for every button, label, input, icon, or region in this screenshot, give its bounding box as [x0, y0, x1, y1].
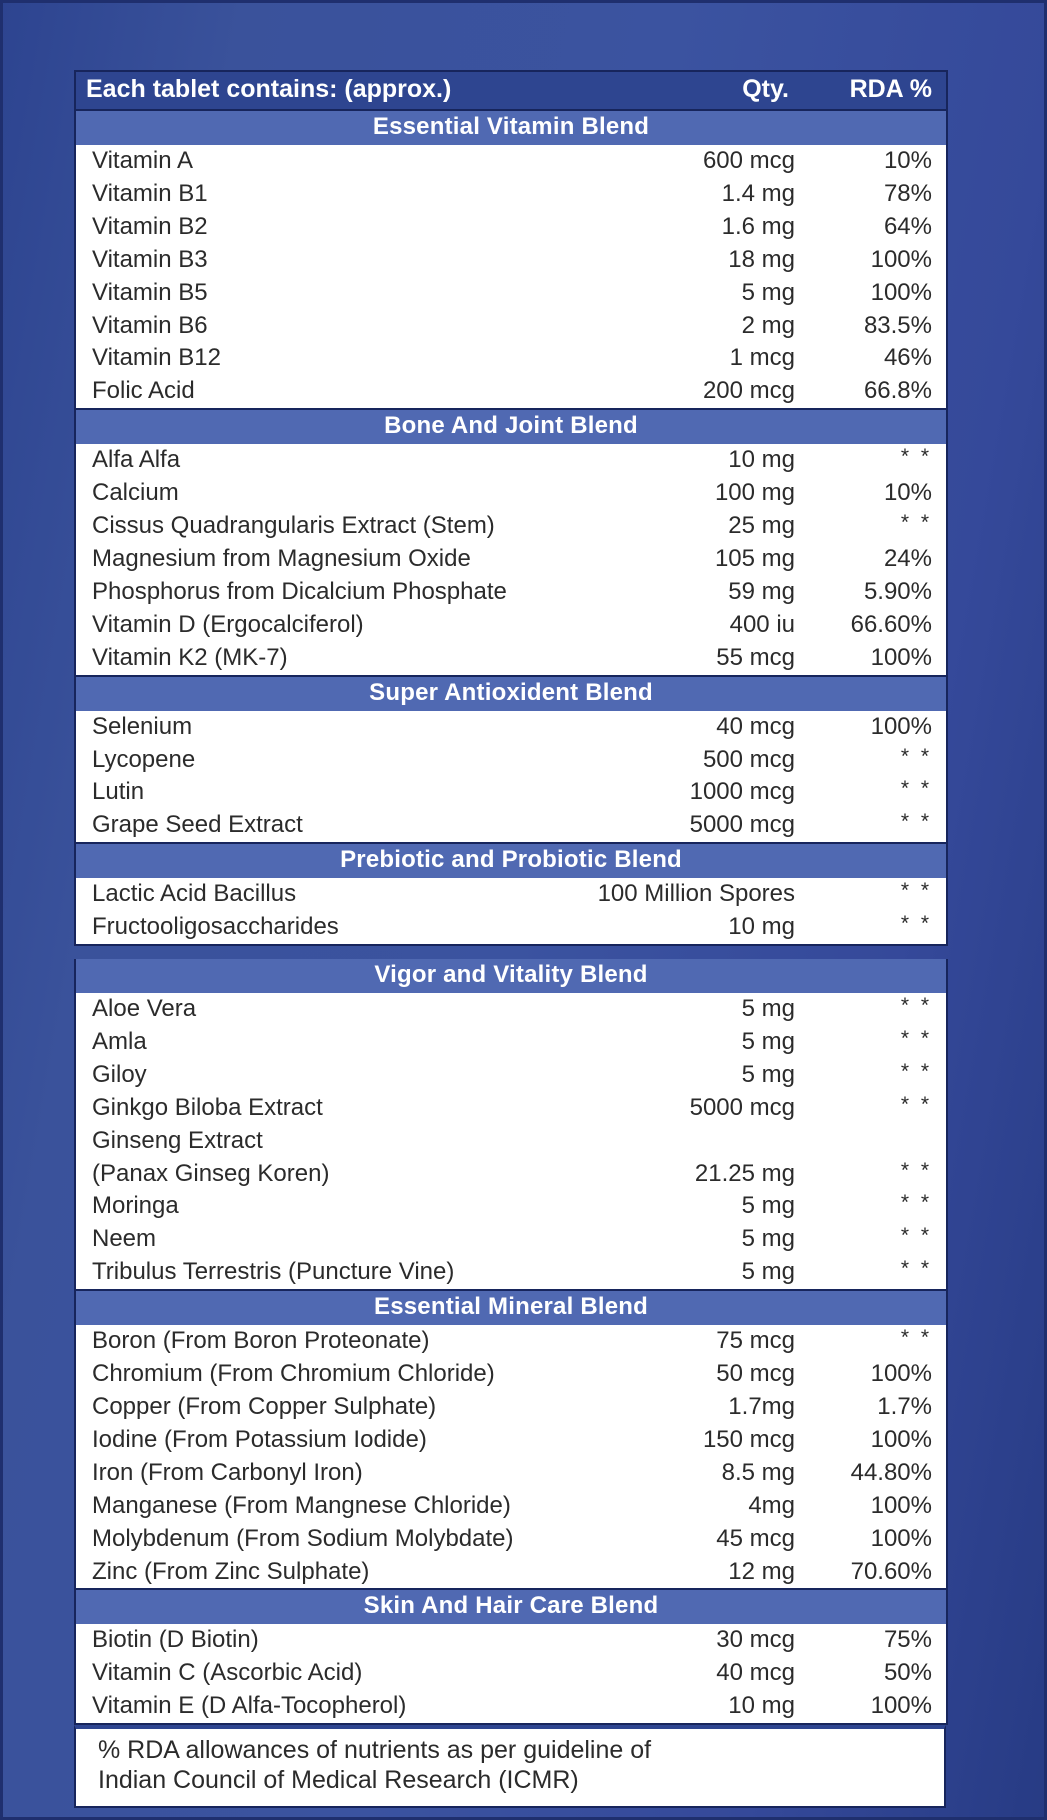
ingredient-rda-percent: 46% — [799, 342, 947, 375]
ingredient-name: Manganese (From Mangnese Chloride) — [75, 1490, 549, 1523]
table-row — [75, 993, 947, 1026]
table-row — [75, 609, 947, 642]
section-header-row — [75, 1589, 947, 1624]
table-row — [75, 576, 947, 609]
ingredient-name: Vitamin E (D Alfa-Tocopherol) — [75, 1690, 549, 1724]
ingredient-name: Cissus Quadrangularis Extract (Stem) — [75, 510, 549, 543]
ingredient-quantity: 10 mg — [549, 911, 799, 945]
section-title: Prebiotic and Probiotic Blend — [75, 843, 947, 878]
table-row — [75, 1026, 947, 1059]
ingredient-rda-percent: 70.60% — [799, 1556, 947, 1590]
section-header-row — [75, 409, 947, 444]
ingredient-name: Vitamin B6 — [75, 310, 549, 343]
ingredient-quantity: 75 mcg — [549, 1325, 799, 1358]
ingredient-name: Lutin — [75, 776, 549, 809]
table-row — [75, 744, 947, 777]
table-row — [75, 1490, 947, 1523]
footnote-line-1: % RDA allowances of nutrients as per guideline of — [98, 1736, 652, 1765]
ingredient-name: Moringa — [75, 1190, 549, 1223]
ingredient-quantity: 18 mg — [549, 244, 799, 277]
ingredient-name: Vitamin B5 — [75, 277, 549, 310]
ingredient-rda-stars: * * — [799, 510, 947, 543]
ingredient-name: Calcium — [75, 477, 549, 510]
section-header-row — [75, 959, 947, 993]
ingredient-rda-percent: 100% — [799, 1690, 947, 1724]
table-row — [75, 510, 947, 543]
table-row — [75, 1358, 947, 1391]
table-row — [75, 1523, 947, 1556]
ingredient-quantity: 50 mcg — [549, 1358, 799, 1391]
table-row — [75, 1059, 947, 1092]
ingredient-rda-stars: * * — [799, 444, 947, 477]
ingredient-quantity: 40 mcg — [549, 1657, 799, 1690]
ingredient-rda-stars: * * — [799, 1256, 947, 1290]
ingredient-quantity: 30 mcg — [549, 1624, 799, 1657]
rda-footnote — [74, 1725, 946, 1808]
ingredient-quantity: 59 mg — [549, 576, 799, 609]
table-row — [75, 1690, 947, 1724]
ingredient-quantity: 10 mg — [549, 1690, 799, 1724]
section-title: Vigor and Vitality Blend — [75, 959, 947, 993]
section-header-row — [75, 1290, 947, 1325]
table-row — [75, 543, 947, 576]
ingredient-quantity: 10 mg — [549, 444, 799, 477]
ingredient-quantity: 1 mcg — [549, 342, 799, 375]
ingredient-rda-percent: 100% — [799, 1490, 947, 1523]
ingredient-rda-percent: 44.80% — [799, 1457, 947, 1490]
ingredient-quantity: 5 mg — [549, 1190, 799, 1223]
ingredient-quantity — [549, 1125, 799, 1158]
section-title: Skin And Hair Care Blend — [75, 1589, 947, 1624]
table-header-row — [75, 71, 947, 110]
table-row — [75, 1457, 947, 1490]
ingredient-name: Neem — [75, 1223, 549, 1256]
ingredient-rda-stars: * * — [799, 776, 947, 809]
ingredient-quantity: 400 iu — [549, 609, 799, 642]
table-row — [75, 1556, 947, 1590]
section-header-row — [75, 110, 947, 145]
ingredient-name: Iron (From Carbonyl Iron) — [75, 1457, 549, 1490]
table-row — [75, 642, 947, 676]
table-row — [75, 809, 947, 843]
ingredient-name: Fructooligosaccharides — [75, 911, 549, 945]
section-title: Essential Mineral Blend — [75, 1290, 947, 1325]
table-row — [75, 375, 947, 409]
ingredient-rda-percent: 83.5% — [799, 310, 947, 343]
ingredient-quantity: 40 mcg — [549, 711, 799, 744]
section-title: Essential Vitamin Blend — [75, 110, 947, 145]
ingredient-name: Lycopene — [75, 744, 549, 777]
ingredient-rda-percent: 50% — [799, 1657, 947, 1690]
table-row — [75, 444, 947, 477]
table-row — [75, 1624, 947, 1657]
ingredient-quantity: 600 mcg — [549, 145, 799, 178]
ingredient-quantity: 1.6 mg — [549, 211, 799, 244]
ingredient-name: Boron (From Boron Proteonate) — [75, 1325, 549, 1358]
table-row — [75, 1256, 947, 1290]
ingredient-quantity: 8.5 mg — [549, 1457, 799, 1490]
table-row — [75, 711, 947, 744]
ingredient-name: Magnesium from Magnesium Oxide — [75, 543, 549, 576]
ingredient-name: Vitamin A — [75, 145, 549, 178]
ingredient-rda-percent: 100% — [799, 642, 947, 676]
section-spacer — [75, 945, 947, 959]
ingredient-rda-stars: * * — [799, 744, 947, 777]
ingredient-name: Giloy — [75, 1059, 549, 1092]
ingredient-quantity: 5 mg — [549, 1059, 799, 1092]
ingredient-quantity: 55 mcg — [549, 642, 799, 676]
ingredient-rda-stars: * * — [799, 1092, 947, 1125]
ingredient-rda-stars: * * — [799, 809, 947, 843]
table-row — [75, 1190, 947, 1223]
ingredient-rda-stars: * * — [799, 911, 947, 945]
table-row — [75, 1391, 947, 1424]
header-qty: Qty. — [549, 71, 799, 110]
ingredient-rda-stars: * * — [799, 1158, 947, 1191]
ingredient-rda-stars: * * — [799, 878, 947, 911]
ingredient-rda-stars: * * — [799, 1026, 947, 1059]
ingredient-rda-percent: 10% — [799, 477, 947, 510]
ingredient-name: Vitamin B12 — [75, 342, 549, 375]
ingredient-rda-percent: 1.7% — [799, 1391, 947, 1424]
table-row — [75, 211, 947, 244]
table-row — [75, 1125, 947, 1158]
ingredient-name: (Panax Ginseg Koren) — [75, 1158, 549, 1191]
ingredient-quantity: 45 mcg — [549, 1523, 799, 1556]
ingredient-rda-percent: 75% — [799, 1624, 947, 1657]
ingredient-rda-percent: 100% — [799, 277, 947, 310]
ingredient-name: Ginkgo Biloba Extract — [75, 1092, 549, 1125]
table-row — [75, 1325, 947, 1358]
table-row — [75, 477, 947, 510]
ingredient-quantity: 5000 mcg — [549, 809, 799, 843]
table-row — [75, 178, 947, 211]
section-title: Bone And Joint Blend — [75, 409, 947, 444]
table-row — [75, 878, 947, 911]
ingredient-name: Alfa Alfa — [75, 444, 549, 477]
ingredient-name: Tribulus Terrestris (Puncture Vine) — [75, 1256, 549, 1290]
ingredient-name: Aloe Vera — [75, 993, 549, 1026]
supplement-facts-panel — [74, 70, 946, 1808]
table-row — [75, 776, 947, 809]
ingredient-rda-percent: 100% — [799, 1358, 947, 1391]
ingredient-rda-percent: 100% — [799, 1523, 947, 1556]
ingredient-quantity: 1.4 mg — [549, 178, 799, 211]
section-header-row — [75, 676, 947, 711]
ingredient-name: Chromium (From Chromium Chloride) — [75, 1358, 549, 1391]
table-row — [75, 342, 947, 375]
header-rda: RDA % — [799, 71, 947, 110]
table-row — [75, 1657, 947, 1690]
ingredient-rda-percent: 66.60% — [799, 609, 947, 642]
ingredient-rda-percent: 78% — [799, 178, 947, 211]
ingredient-name: Biotin (D Biotin) — [75, 1624, 549, 1657]
ingredient-quantity: 200 mcg — [549, 375, 799, 409]
ingredient-quantity: 4mg — [549, 1490, 799, 1523]
table-row — [75, 1424, 947, 1457]
ingredient-name: Vitamin B1 — [75, 178, 549, 211]
ingredient-name: Folic Acid — [75, 375, 549, 409]
ingredient-name: Phosphorus from Dicalcium Phosphate — [75, 576, 549, 609]
ingredient-name: Copper (From Copper Sulphate) — [75, 1391, 549, 1424]
ingredient-rda-stars: * * — [799, 1190, 947, 1223]
ingredient-name: Amla — [75, 1026, 549, 1059]
ingredient-name: Iodine (From Potassium Iodide) — [75, 1424, 549, 1457]
section-spacer-cell — [75, 945, 947, 959]
section-header-row — [75, 843, 947, 878]
ingredient-name: Vitamin B2 — [75, 211, 549, 244]
ingredient-quantity: 500 mcg — [549, 744, 799, 777]
ingredient-quantity: 5000 mcg — [549, 1092, 799, 1125]
ingredient-rda-stars: * * — [799, 1059, 947, 1092]
ingredient-rda-percent: 66.8% — [799, 375, 947, 409]
ingredient-rda-percent: 64% — [799, 211, 947, 244]
ingredient-rda-percent: 100% — [799, 244, 947, 277]
ingredient-name: Vitamin K2 (MK-7) — [75, 642, 549, 676]
header-title: Each tablet contains: (approx.) — [75, 71, 549, 110]
table-row — [75, 310, 947, 343]
ingredient-name: Lactic Acid Bacillus — [75, 878, 549, 911]
ingredient-rda-percent: 24% — [799, 543, 947, 576]
table-row — [75, 1158, 947, 1191]
table-row — [75, 145, 947, 178]
ingredient-name: Ginseng Extract — [75, 1125, 549, 1158]
ingredient-name: Zinc (From Zinc Sulphate) — [75, 1556, 549, 1590]
table-row — [75, 1092, 947, 1125]
ingredient-quantity: 100 mg — [549, 477, 799, 510]
ingredient-quantity: 21.25 mg — [549, 1158, 799, 1191]
ingredient-quantity: 5 mg — [549, 277, 799, 310]
ingredient-quantity: 1.7mg — [549, 1391, 799, 1424]
supplement-facts-table — [74, 70, 948, 1725]
ingredient-quantity: 1000 mcg — [549, 776, 799, 809]
ingredient-rda-percent: 100% — [799, 1424, 947, 1457]
ingredient-name: Vitamin C (Ascorbic Acid) — [75, 1657, 549, 1690]
ingredient-quantity: 12 mg — [549, 1556, 799, 1590]
ingredient-rda-percent: 100% — [799, 711, 947, 744]
footnote-line-2: Indian Council of Medical Research (ICMR) — [98, 1765, 579, 1794]
ingredient-quantity: 5 mg — [549, 1026, 799, 1059]
ingredient-quantity: 2 mg — [549, 310, 799, 343]
ingredient-quantity: 100 Million Spores — [549, 878, 799, 911]
ingredient-name: Molybdenum (From Sodium Molybdate) — [75, 1523, 549, 1556]
table-body — [75, 71, 947, 1724]
table-row — [75, 277, 947, 310]
ingredient-name: Grape Seed Extract — [75, 809, 549, 843]
ingredient-rda-percent: 10% — [799, 145, 947, 178]
table-row — [75, 1223, 947, 1256]
ingredient-rda-percent: 5.90% — [799, 576, 947, 609]
ingredient-quantity: 5 mg — [549, 993, 799, 1026]
ingredient-name: Selenium — [75, 711, 549, 744]
ingredient-quantity: 5 mg — [549, 1223, 799, 1256]
ingredient-quantity: 25 mg — [549, 510, 799, 543]
ingredient-rda-stars: * * — [799, 993, 947, 1026]
ingredient-rda-stars: * * — [799, 1325, 947, 1358]
ingredient-quantity: 105 mg — [549, 543, 799, 576]
ingredient-quantity: 150 mcg — [549, 1424, 799, 1457]
ingredient-rda-percent — [799, 1125, 947, 1158]
table-row — [75, 911, 947, 945]
ingredient-name: Vitamin D (Ergocalciferol) — [75, 609, 549, 642]
section-title: Super Antioxident Blend — [75, 676, 947, 711]
ingredient-quantity: 5 mg — [549, 1256, 799, 1290]
table-row — [75, 244, 947, 277]
ingredient-name: Vitamin B3 — [75, 244, 549, 277]
ingredient-rda-stars: * * — [799, 1223, 947, 1256]
